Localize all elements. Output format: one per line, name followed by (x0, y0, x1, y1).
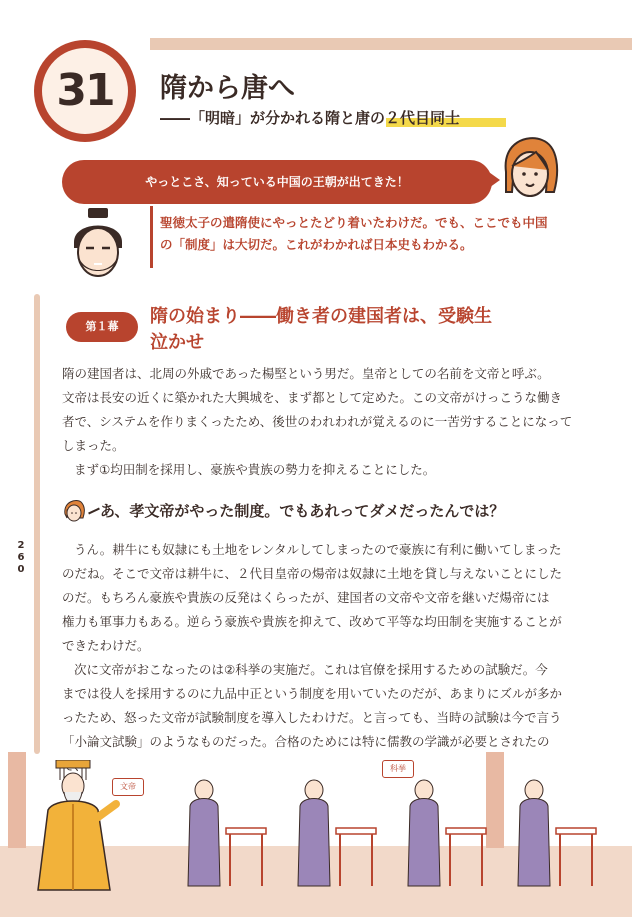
body-line: ったため、怒った文帝が試験制度を導入したわけだ。と言っても、当時の試験は今で言う (62, 710, 562, 725)
body-line: しまった。 (62, 438, 125, 453)
body-line: 文帝は長安の近くに築かれた大興城を、まず都として定めた。この文帝がけっこうな働き (62, 390, 563, 405)
page-number-digit: 0 (17, 564, 25, 575)
chapter-title: 隋から唐へ (160, 73, 295, 104)
body-line: 隋の建国者は、北周の外戚であった楊堅という男だ。皇帝としての名前を文帝と呼ぶ。 (62, 366, 550, 381)
page-number (14, 540, 28, 576)
page-number-digit: 2 (17, 540, 25, 551)
chapter-subtitle: ――「明暗」が分かれる隋と唐の２代目同士 (160, 109, 461, 127)
teacher-avatar-icon (66, 208, 130, 284)
student-small-icon (62, 498, 86, 522)
page-number-digit: 6 (17, 552, 25, 563)
section-badge: 第１幕 (66, 312, 138, 342)
paragraph-2 (62, 538, 574, 778)
section-title-line-2: 泣かせ (150, 332, 204, 353)
body-line: 権力も軍事力もある。逆らう豪族や貴族を抑えて、改めて平等な均田制を実施することが (62, 614, 562, 629)
section-title (150, 304, 580, 356)
student-question: あ、孝文帝がやった制度。でもあれってダメだったんでは？ (100, 502, 505, 520)
exam-label: 科挙 (382, 760, 414, 778)
exam-takers-icon (180, 776, 620, 896)
question-pointer (88, 508, 100, 515)
body-line: できたわけだ。 (62, 638, 150, 653)
body-line: うん。耕牛にも奴隷にも土地をレンタルしてしまったので豪族に有利に働いてしまった (74, 542, 562, 557)
body-line: のだね。そこで文帝は耕牛に、２代目皇帝の煬帝は奴隷に土地を貸し与えないことにした (62, 566, 563, 581)
chapter-number: 31 (56, 65, 114, 116)
paragraph-1 (62, 362, 574, 482)
body-line: 「小論文試験」のようなものだった。合格のためには特に儒教の学識が必要とされたの (62, 734, 550, 749)
teacher-speech-line-2: の「制度」は大切だ。これがわかれば日本史もわかる。 (160, 237, 473, 252)
emperor-figure-icon (34, 760, 124, 900)
body-line: 者で、システムを作りまくったため、後世のわれわれが覚えるのに一苦労することになって (62, 414, 573, 429)
body-line: までは役人を採用するのに九品中正という制度を用いていたのだが、あまりにズルが多か (62, 686, 563, 701)
teacher-speech-line (150, 206, 153, 268)
teacher-speech-line-1: 聖徳太子の遣隋使にやっとたどり着いたわけだ。でも、ここでも中国 (160, 215, 548, 230)
student-avatar-icon (498, 132, 562, 204)
emperor-label: 文帝 (112, 778, 144, 796)
body-line: 次に文帝がおこなったのは②科挙の実施だ。これは官僚を採用するための試験だ。今 (74, 662, 548, 677)
side-bar (34, 294, 40, 754)
header-band (150, 38, 632, 50)
body-line: まず①均田制を採用し、豪族や貴族の勢力を抑えることにした。 (74, 462, 436, 477)
teacher-speech (160, 212, 580, 256)
body-line: のだ。もちろん豪族や貴族の反発はくらったが、建国者の文帝や文帝を継いだ煬帝には (62, 590, 550, 605)
section-title-line-1: 隋の始まり――働き者の建国者は、受験生 (150, 306, 492, 327)
pillar (8, 752, 26, 848)
student-speech-bubble: やっとこさ、知っている中国の王朝が出てきた！ (62, 160, 492, 204)
